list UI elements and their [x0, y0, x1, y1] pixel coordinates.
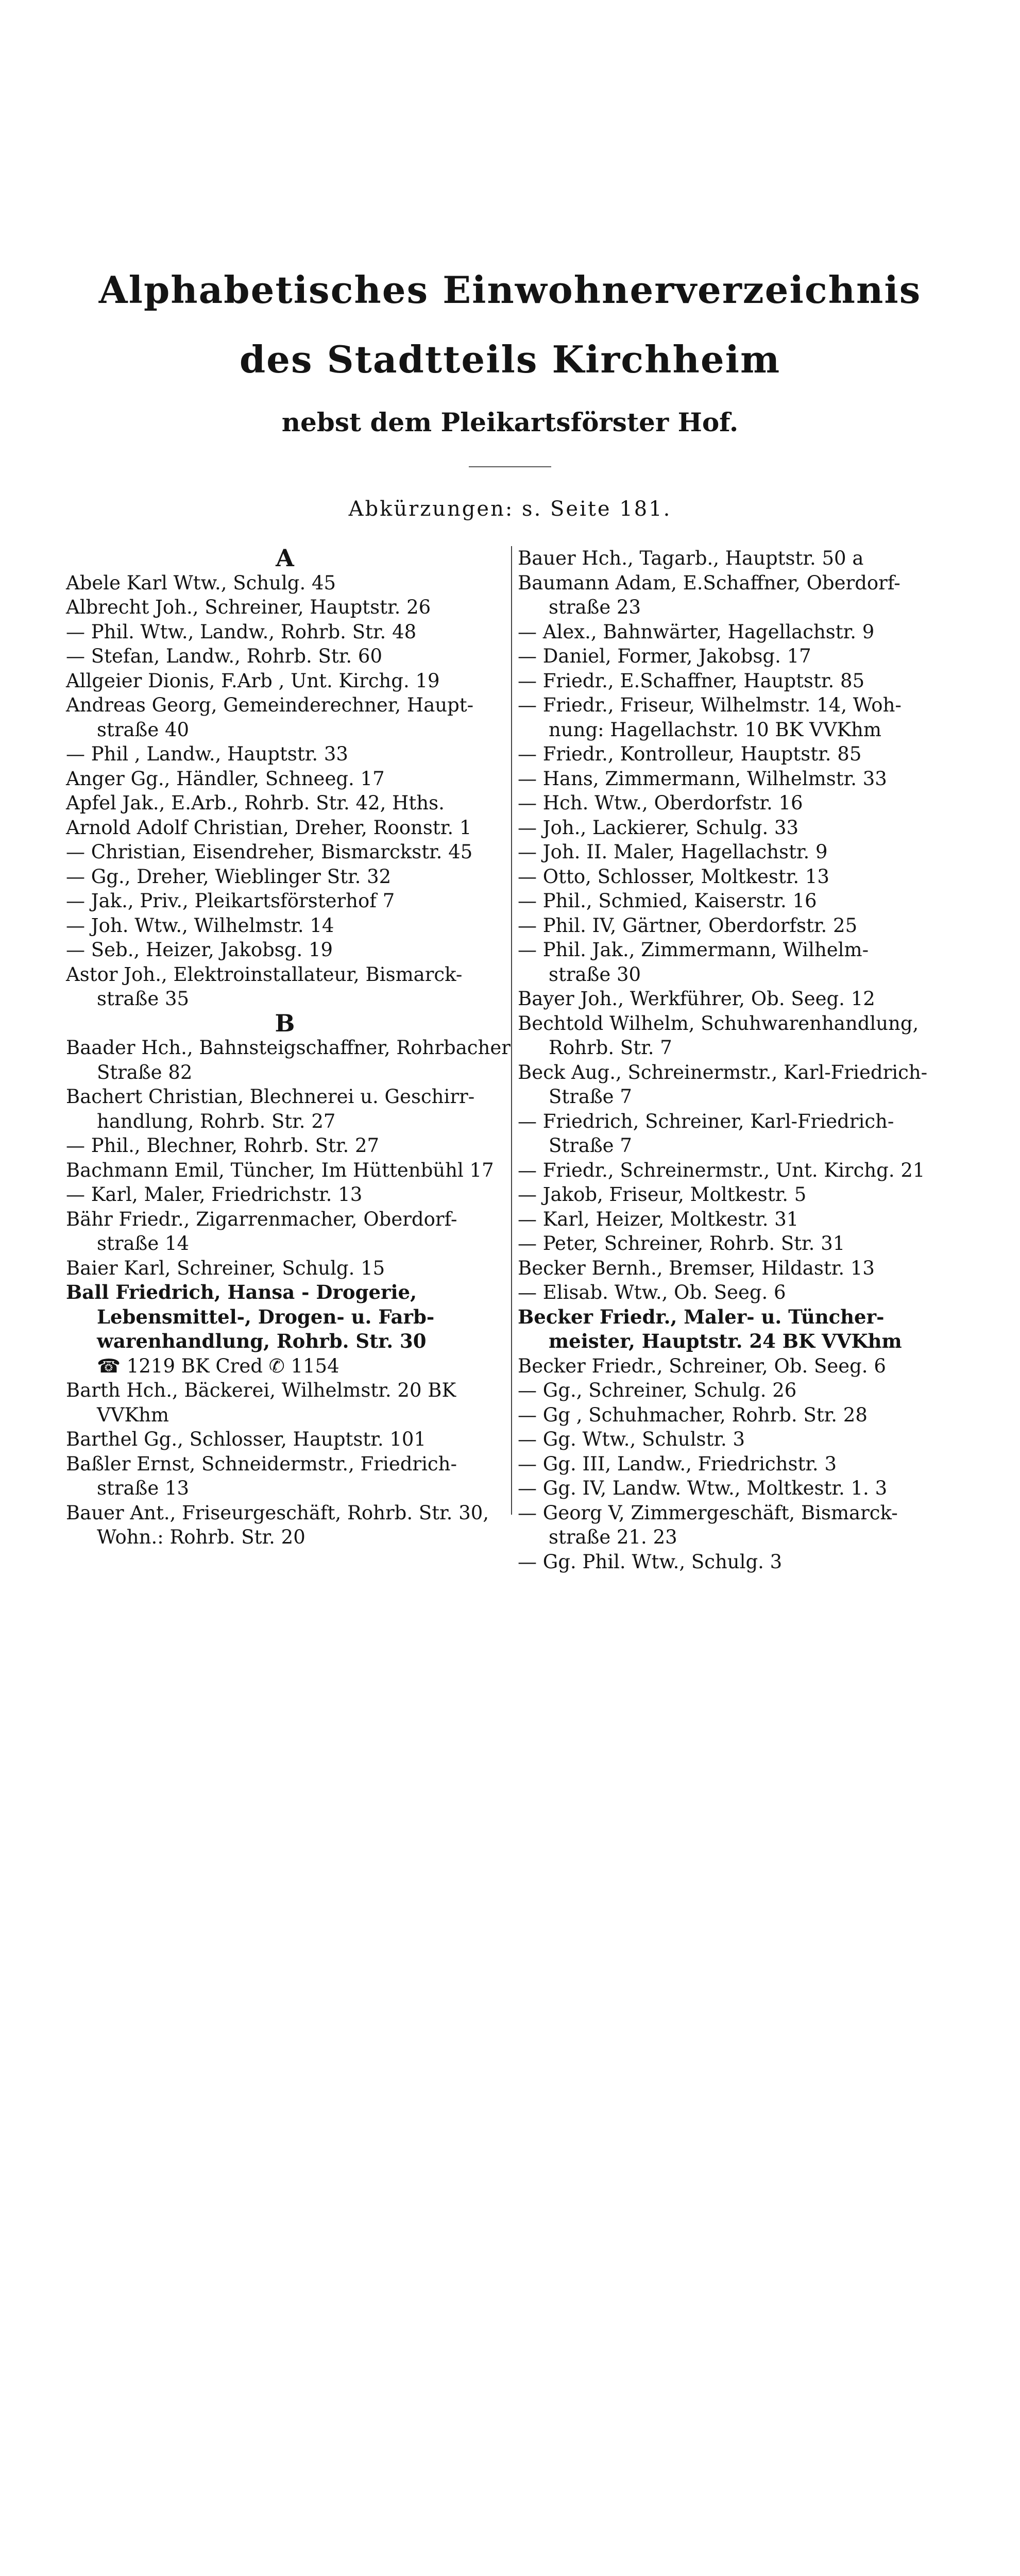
- directory-entry-line: Rohrb. Str. 7: [549, 1037, 672, 1059]
- directory-entry-line: Becker Friedr., Maler- u. Tüncher-: [518, 1305, 885, 1328]
- directory-entry-line: straße 23: [549, 596, 641, 618]
- directory-entry-line: — Joh. II. Maler, Hagellachstr. 9: [518, 841, 828, 863]
- directory-entry-line: Andreas Georg, Gemeinderechner, Haupt-: [66, 694, 474, 716]
- directory-entry-line: — Gg , Schuhmacher, Rohrb. Str. 28: [518, 1403, 868, 1426]
- directory-entry-line: VVKhm: [97, 1403, 169, 1426]
- directory-entry-line: Lebensmittel-, Drogen- u. Farb-: [97, 1305, 435, 1328]
- directory-entry-line: Straße 82: [97, 1061, 193, 1083]
- directory-entry-line: Bauer Ant., Friseurgeschäft, Rohrb. Str. 30,: [66, 1501, 489, 1524]
- directory-entry-line: — Otto, Schlosser, Moltkestr. 13: [518, 865, 829, 888]
- directory-entry-line: — Friedr., Friseur, Wilhelmstr. 14, Woh-: [518, 694, 902, 716]
- directory-entry-line: meister, Hauptstr. 24 BK VVKhm: [549, 1330, 902, 1352]
- directory-entry-line: — Phil. Jak., Zimmermann, Wilhelm-: [518, 939, 869, 961]
- page-subtitle-secondary: nebst dem Pleikartsförster Hof.: [281, 407, 739, 437]
- title-divider: [469, 466, 551, 467]
- directory-entry-line: Becker Bernh., Bremser, Hildastr. 13: [518, 1257, 875, 1279]
- section-letter: A: [276, 544, 294, 572]
- directory-entry-line: Bechtold Wilhelm, Schuhwarenhandlung,: [518, 1012, 919, 1035]
- directory-entry-line: — Peter, Schreiner, Rohrb. Str. 31: [518, 1232, 845, 1255]
- directory-entry-line: Arnold Adolf Christian, Dreher, Roonstr. 1: [66, 816, 472, 839]
- directory-entry-line: — Friedrich, Schreiner, Karl-Friedrich-: [518, 1110, 894, 1132]
- directory-entry-line: Baader Hch., Bahnsteigschaffner, Rohrbacher: [66, 1037, 511, 1059]
- directory-entry-line: — Friedr., Schreinermstr., Unt. Kirchg. 21: [518, 1159, 925, 1181]
- directory-entry-line: — Christian, Eisendreher, Bismarckstr. 45: [66, 841, 473, 863]
- directory-entry-line: — Phil., Blechner, Rohrb. Str. 27: [66, 1134, 380, 1157]
- directory-entry-line: — Alex., Bahnwärter, Hagellachstr. 9: [518, 620, 875, 643]
- abbreviations-note: Abkürzungen: s. Seite 181.: [348, 497, 672, 521]
- directory-entry-line: straße 14: [97, 1232, 190, 1255]
- directory-entry-line: Anger Gg., Händler, Schneeg. 17: [66, 767, 385, 790]
- directory-entry-line: — Gg. Wtw., Schulstr. 3: [518, 1428, 745, 1450]
- directory-entry-line: Beck Aug., Schreinermstr., Karl-Friedrich-: [518, 1061, 928, 1083]
- directory-entry-line: Becker Friedr., Schreiner, Ob. Seeg. 6: [518, 1354, 886, 1377]
- directory-entry-line: — Elisab. Wtw., Ob. Seeg. 6: [518, 1281, 786, 1303]
- directory-entry-line: Straße 7: [549, 1086, 632, 1108]
- directory-entry-line: handlung, Rohrb. Str. 27: [97, 1110, 336, 1132]
- directory-entry-line: straße 40: [97, 718, 190, 741]
- directory-entry-line: straße 30: [549, 963, 641, 986]
- directory-entry-line: — Phil. IV, Gärtner, Oberdorfstr. 25: [518, 914, 858, 937]
- directory-entry-line: warenhandlung, Rohrb. Str. 30: [97, 1330, 427, 1352]
- directory-entry-line: — Jak., Priv., Pleikartsförsterhof 7: [66, 890, 395, 912]
- directory-entry-line: — Gg., Dreher, Wieblinger Str. 32: [66, 865, 392, 888]
- directory-entry-line: — Gg. IV, Landw. Wtw., Moltkestr. 1. 3: [518, 1477, 888, 1499]
- directory-entry-line: — Hch. Wtw., Oberdorfstr. 16: [518, 792, 803, 814]
- directory-entry-line: Albrecht Joh., Schreiner, Hauptstr. 26: [66, 596, 431, 618]
- directory-entry-line: Bähr Friedr., Zigarrenmacher, Oberdorf-: [66, 1208, 457, 1230]
- directory-entry-line: Astor Joh., Elektroinstallateur, Bismarck-: [66, 963, 463, 986]
- directory-entry-line: — Gg. Phil. Wtw., Schulg. 3: [518, 1550, 783, 1573]
- viewer-footer: [0, 1649, 1020, 1713]
- column-divider: [511, 546, 512, 1515]
- directory-entry-line: straße 35: [97, 988, 190, 1010]
- section-letter: B: [275, 1009, 295, 1037]
- directory-entry-line: Abele Karl Wtw., Schulg. 45: [66, 571, 336, 594]
- directory-entry-line: Bayer Joh., Werkführer, Ob. Seeg. 12: [518, 988, 875, 1010]
- directory-entry-line: — Daniel, Former, Jakobsg. 17: [518, 645, 811, 667]
- directory-entry-line: Bachert Christian, Blechnerei u. Geschirr-: [66, 1086, 475, 1108]
- directory-entry-line: — Karl, Maler, Friedrichstr. 13: [66, 1183, 363, 1206]
- directory-entry-line: — Gg. III, Landw., Friedrichstr. 3: [518, 1452, 837, 1475]
- directory-entry-line: Baßler Ernst, Schneidermstr., Friedrich-: [66, 1452, 457, 1475]
- directory-entry-line: — Stefan, Landw., Rohrb. Str. 60: [66, 645, 382, 667]
- directory-entry-line: Baumann Adam, E.Schaffner, Oberdorf-: [518, 571, 900, 594]
- directory-entry-line: Apfel Jak., E.Arb., Rohrb. Str. 42, Hths.: [66, 792, 445, 814]
- directory-entry-line: ☎ 1219 BK Cred ✆ 1154: [97, 1354, 339, 1377]
- directory-entry-line: — Friedr., Kontrolleur, Hauptstr. 85: [518, 743, 862, 765]
- directory-entry-line: — Friedr., E.Schaffner, Hauptstr. 85: [518, 669, 865, 692]
- directory-entry-line: Barth Hch., Bäckerei, Wilhelmstr. 20 BK: [66, 1379, 456, 1401]
- directory-entry-line: Straße 7: [549, 1134, 632, 1157]
- directory-entry-line: — Gg., Schreiner, Schulg. 26: [518, 1379, 797, 1401]
- page-subtitle: des Stadtteils Kirchheim: [239, 337, 781, 381]
- directory-entry-line: — Karl, Heizer, Moltkestr. 31: [518, 1208, 799, 1230]
- directory-entry-line: Wohn.: Rohrb. Str. 20: [97, 1526, 305, 1548]
- directory-entry-line: — Joh., Lackierer, Schulg. 33: [518, 816, 799, 839]
- directory-entry-line: Bauer Hch., Tagarb., Hauptstr. 50 a: [518, 547, 864, 569]
- directory-entry-line: Allgeier Dionis, F.Arb , Unt. Kirchg. 19: [66, 669, 440, 692]
- directory-entry-line: Baier Karl, Schreiner, Schulg. 15: [66, 1257, 385, 1279]
- directory-entry-line: straße 13: [97, 1477, 190, 1499]
- directory-entry-line: — Phil., Schmied, Kaiserstr. 16: [518, 890, 817, 912]
- left-column: [66, 544, 511, 1550]
- directory-entry-line: — Georg V, Zimmergeschäft, Bismarck-: [518, 1501, 898, 1524]
- page-title: Alphabetisches Einwohnerverzeichnis: [98, 268, 922, 312]
- directory-entry-line: nung: Hagellachstr. 10 BK VVKhm: [549, 718, 882, 741]
- directory-entry-line: — Hans, Zimmermann, Wilhelmstr. 33: [518, 767, 887, 790]
- directory-entry-line: Ball Friedrich, Hansa - Drogerie,: [66, 1281, 417, 1303]
- directory-entry-line: — Joh. Wtw., Wilhelmstr. 14: [66, 914, 334, 937]
- directory-entry-line: — Seb., Heizer, Jakobsg. 19: [66, 939, 333, 961]
- directory-entry-line: — Phil. Wtw., Landw., Rohrb. Str. 48: [66, 620, 417, 643]
- directory-entry-line: — Phil , Landw., Hauptstr. 33: [66, 743, 348, 765]
- right-column: [518, 546, 966, 1574]
- directory-entry-line: — Jakob, Friseur, Moltkestr. 5: [518, 1183, 807, 1206]
- directory-entry-line: straße 21. 23: [549, 1526, 677, 1548]
- directory-entry-line: Barthel Gg., Schlosser, Hauptstr. 101: [66, 1428, 427, 1450]
- directory-entry-line: Bachmann Emil, Tüncher, Im Hüttenbühl 17: [66, 1159, 494, 1181]
